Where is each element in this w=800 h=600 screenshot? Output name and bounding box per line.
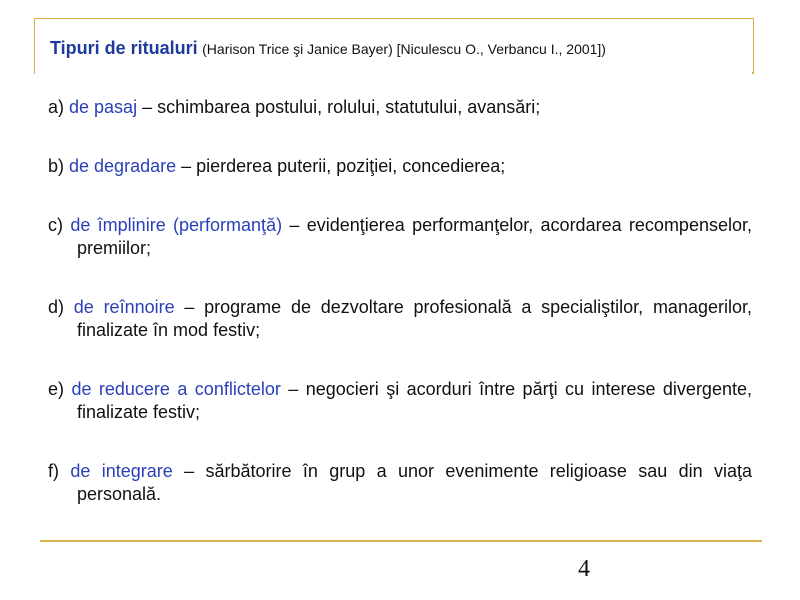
slide-title-reference <box>202 41 606 57</box>
list-item-d-term: de reînnoire <box>73 297 175 317</box>
title-frame-left-border <box>34 18 35 74</box>
list-item-a-term: de pasaj <box>69 97 138 117</box>
list-item-b-text: – pierderea puterii, poziţiei, concedierea; <box>176 156 506 176</box>
list-item-a-prefix: a) <box>48 97 70 117</box>
list-item-e-prefix: e) <box>48 379 72 399</box>
list-item-c <box>48 214 752 260</box>
slide-title <box>50 38 606 59</box>
title-frame-right-border <box>753 18 754 74</box>
list-item-a <box>48 96 752 119</box>
list-item-e-term: de reducere a conflictelor <box>71 379 281 399</box>
list-item-d-prefix: d) <box>48 297 74 317</box>
list-item-b <box>48 155 752 178</box>
list-item-d-text: – programe de dezvoltare profesională a specialiştilor, managerilor, finalizate în mod festiv; <box>77 297 752 340</box>
list-item-f-prefix: f) <box>48 461 71 481</box>
list-item-d <box>48 296 752 342</box>
slide-title-main: Tipuri de ritualuri <box>50 38 198 58</box>
title-frame-corner-dot <box>752 72 754 74</box>
list-item-a-text: – schimbarea postului, rolului, statutului, avansări; <box>137 97 541 117</box>
list-item-c-prefix: c) <box>48 215 71 235</box>
title-frame <box>34 18 754 76</box>
page-number: 4 <box>578 556 590 582</box>
list-item-b-prefix: b) <box>48 156 70 176</box>
ritual-types-list <box>48 96 752 542</box>
bottom-divider <box>40 540 762 542</box>
list-item-f <box>48 460 752 506</box>
list-item-f-term: de integrare <box>70 461 173 481</box>
list-item-c-text: – evidenţierea performanţelor, acordarea recompenselor, premiilor; <box>77 215 752 258</box>
list-item-f-text: – sărbătorire în grup a unor evenimente religioase sau din viaţa personală. <box>77 461 752 504</box>
title-frame-top-border <box>34 18 754 19</box>
list-item-e <box>48 378 752 424</box>
list-item-c-term: de împlinire (performanţă) <box>70 215 283 235</box>
slide-title-reference-text: (Harison Trice şi Janice Bayer) [Niculescu O., Verbancu I., 2001]) <box>202 41 606 57</box>
list-item-b-term: de degradare <box>69 156 177 176</box>
list-item-e-text: – negocieri şi acorduri între părţi cu interese divergente, finalizate festiv; <box>77 379 752 422</box>
